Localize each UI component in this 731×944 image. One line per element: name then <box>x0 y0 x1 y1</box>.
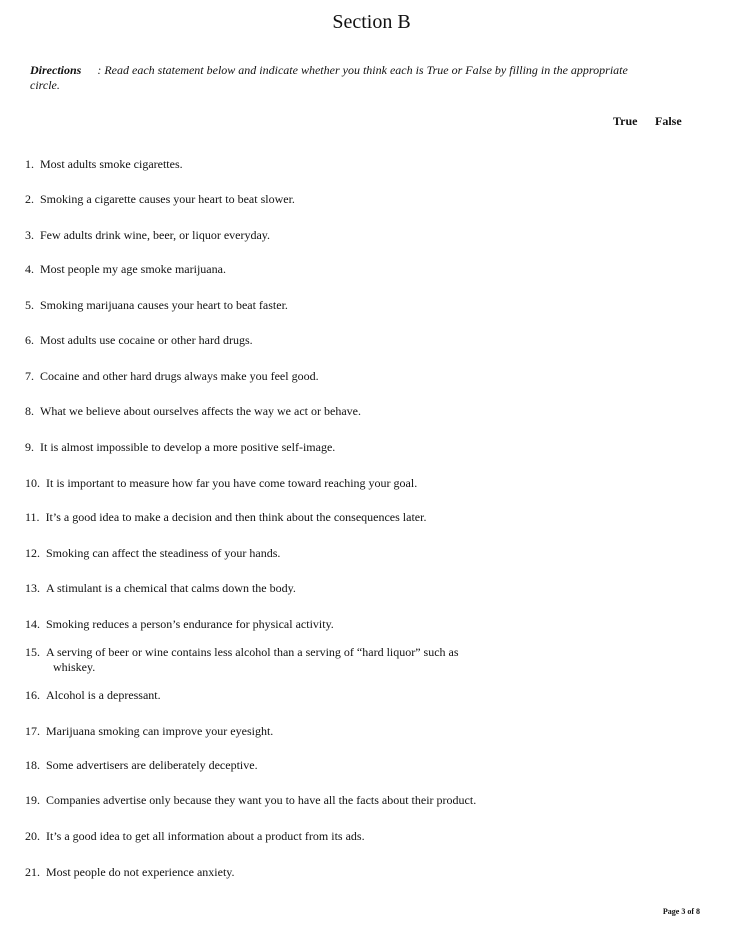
false-column-header: False <box>655 114 682 128</box>
statement-item: 4. Most people my age smoke marijuana. <box>25 262 226 276</box>
statement-text: Smoking reduces a person’s endurance for physical activity. <box>46 617 334 631</box>
statement-item: 13. A stimulant is a chemical that calms down the body. <box>25 581 296 595</box>
directions-text: : Read each statement below and indicate whether you think each is True or False by filling in the appropriate circle. <box>30 63 628 92</box>
statement-text: Smoking marijuana causes your heart to beat faster. <box>40 298 288 312</box>
statement-item: 21. Most people do not experience anxiety. <box>25 865 235 879</box>
statement-text: It’s a good idea to make a decision and then think about the consequences later. <box>45 510 427 524</box>
statement-text: It is almost impossible to develop a more positive self-image. <box>40 440 336 454</box>
statement-item: 1. Most adults smoke cigarettes. <box>25 157 183 171</box>
statement-item: 20. It’s a good idea to get all information about a product from its ads. <box>25 829 365 843</box>
statement-item: 7. Cocaine and other hard drugs always make you feel good. <box>25 369 319 383</box>
statement-text: Most adults smoke cigarettes. <box>40 157 183 171</box>
statement-continuation: whiskey. <box>53 660 96 674</box>
directions-label: Directions <box>30 63 82 77</box>
statement-item: 8. What we believe about ourselves affects the way we act or behave. <box>25 404 361 418</box>
statement-item: 11. It’s a good idea to make a decision and then think about the consequences later. <box>25 510 427 524</box>
statement-text: A serving of beer or wine contains less alcohol than a serving of “hard liquor” such as <box>46 645 459 659</box>
statement-item: 14. Smoking reduces a person’s endurance for physical activity. <box>25 617 334 631</box>
statement-text: Companies advertise only because they want you to have all the facts about their product. <box>46 793 477 807</box>
statement-text: Smoking a cigarette causes your heart to beat slower. <box>40 192 295 206</box>
statement-text: Most adults use cocaine or other hard drugs. <box>40 333 253 347</box>
directions <box>30 63 630 93</box>
statement-item: 6. Most adults use cocaine or other hard drugs. <box>25 333 253 347</box>
statement-item: 10. It is important to measure how far you have come toward reaching your goal. <box>25 476 418 490</box>
page-number: Page 3 of 8 <box>662 907 700 916</box>
statement-text: Few adults drink wine, beer, or liquor everyday. <box>40 228 271 242</box>
statement-item: 5. Smoking marijuana causes your heart to beat faster. <box>25 298 288 312</box>
statement-text: It’s a good idea to get all information about a product from its ads. <box>46 829 365 843</box>
statement-item: 18. Some advertisers are deliberately deceptive. <box>25 758 258 772</box>
statement-item: 19. Companies advertise only because they want you to have all the facts about their product. <box>25 793 477 807</box>
statement-item: 9. It is almost impossible to develop a more positive self-image. <box>25 440 336 454</box>
statement-item: 2. Smoking a cigarette causes your heart to beat slower. <box>25 192 295 206</box>
statement-text: Cocaine and other hard drugs always make you feel good. <box>40 369 319 383</box>
statement-text: Most people do not experience anxiety. <box>46 865 235 879</box>
statement-text: It is important to measure how far you have come toward reaching your goal. <box>46 476 418 490</box>
statement-item: 15. A serving of beer or wine contains less alcohol than a serving of “hard liquor” such as whiskey. <box>25 645 665 675</box>
statement-text: Smoking can affect the steadiness of your hands. <box>46 546 281 560</box>
statement-text: A stimulant is a chemical that calms down the body. <box>46 581 296 595</box>
statement-text: Most people my age smoke marijuana. <box>40 262 226 276</box>
statement-item: 3. Few adults drink wine, beer, or liquor everyday. <box>25 228 271 242</box>
statement-item: 17. Marijuana smoking can improve your eyesight. <box>25 724 274 738</box>
statement-text: What we believe about ourselves affects the way we act or behave. <box>40 404 361 418</box>
statement-text: Some advertisers are deliberately deceptive. <box>46 758 258 772</box>
statement-text: Alcohol is a depressant. <box>46 688 161 702</box>
section-title: Section B <box>332 11 411 33</box>
statement-item: 12. Smoking can affect the steadiness of your hands. <box>25 546 281 560</box>
statement-text: Marijuana smoking can improve your eyesight. <box>46 724 274 738</box>
statement-item: 16. Alcohol is a depressant. <box>25 688 161 702</box>
true-column-header: True <box>613 114 638 128</box>
